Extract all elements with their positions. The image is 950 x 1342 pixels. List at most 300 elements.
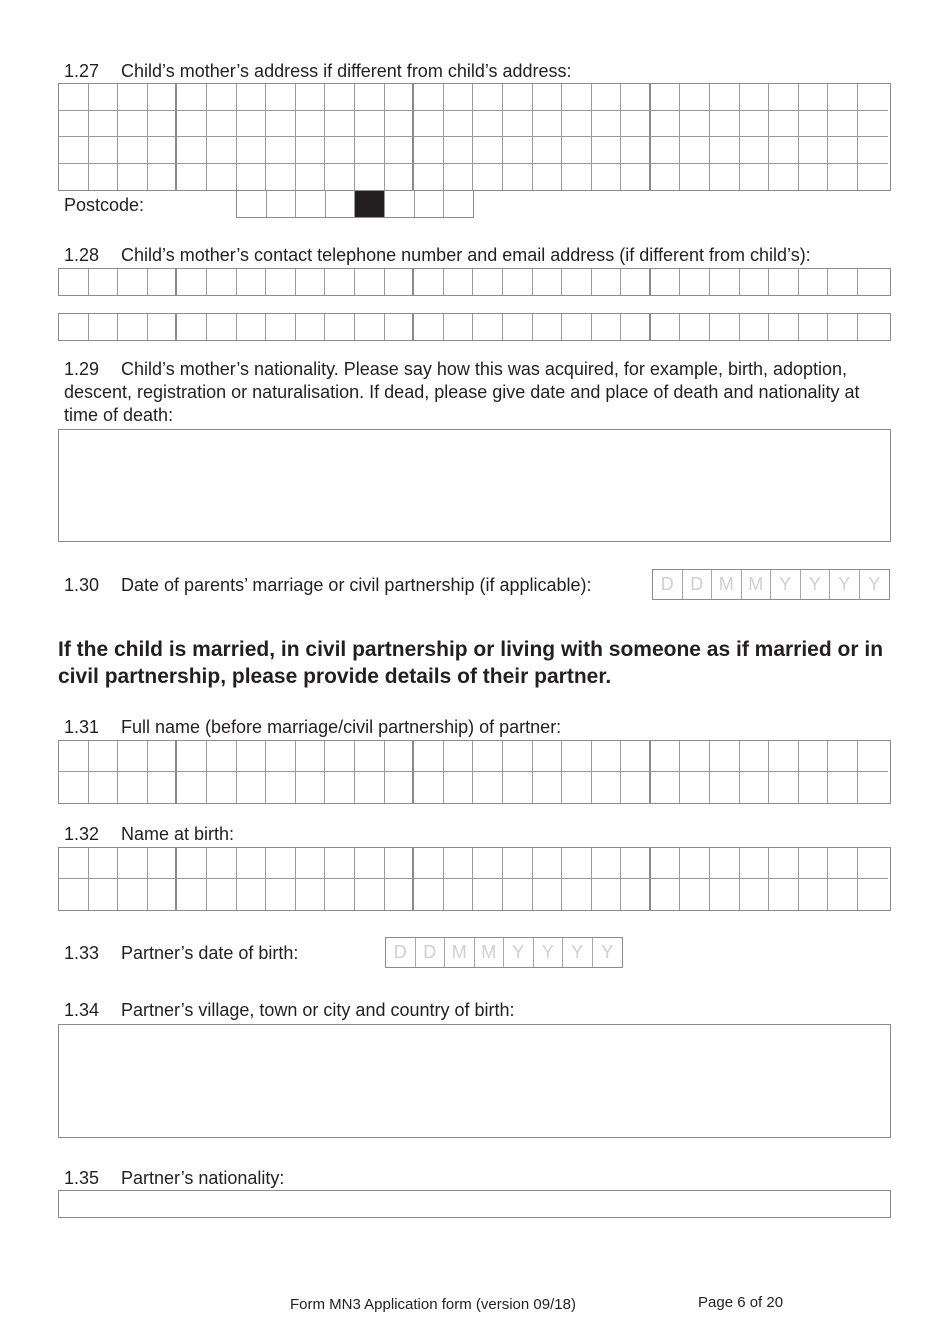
char-box[interactable] — [769, 111, 799, 138]
char-box[interactable] — [148, 848, 178, 879]
char-box[interactable] — [858, 772, 888, 803]
date-char-box[interactable]: Y — [601, 942, 614, 962]
char-box[interactable] — [177, 879, 207, 910]
char-box[interactable] — [385, 314, 415, 340]
char-box[interactable] — [296, 84, 326, 111]
char-box[interactable] — [207, 269, 237, 295]
char-box[interactable] — [621, 137, 651, 164]
mother-email-grid[interactable] — [58, 313, 891, 341]
char-box[interactable] — [473, 137, 503, 164]
char-box[interactable] — [828, 879, 858, 910]
partner-full-name-grid[interactable] — [58, 740, 891, 804]
char-box[interactable] — [444, 879, 474, 910]
char-box[interactable] — [473, 84, 503, 111]
char-box[interactable] — [621, 848, 651, 879]
char-box[interactable] — [177, 84, 207, 111]
char-box[interactable] — [89, 848, 119, 879]
char-box[interactable] — [414, 879, 444, 910]
char-box[interactable] — [266, 848, 296, 879]
date-char-box[interactable]: M — [445, 938, 475, 967]
mother-address-grid[interactable] — [58, 83, 891, 191]
char-box[interactable] — [59, 772, 89, 803]
char-box[interactable] — [503, 741, 533, 772]
char-box[interactable] — [680, 164, 710, 191]
char-box[interactable] — [592, 84, 622, 111]
char-box[interactable] — [177, 269, 207, 295]
char-box[interactable] — [473, 164, 503, 191]
char-box[interactable] — [355, 879, 385, 910]
char-box[interactable] — [237, 137, 267, 164]
char-box[interactable] — [325, 772, 355, 803]
char-box[interactable] — [415, 191, 445, 217]
char-box[interactable] — [296, 269, 326, 295]
char-box[interactable] — [592, 314, 622, 340]
char-box[interactable] — [296, 848, 326, 879]
char-box[interactable] — [325, 848, 355, 879]
char-box[interactable] — [769, 314, 799, 340]
char-box[interactable] — [148, 772, 178, 803]
char-box[interactable] — [207, 314, 237, 340]
char-box[interactable] — [266, 111, 296, 138]
char-box[interactable] — [385, 772, 415, 803]
char-box[interactable] — [503, 137, 533, 164]
char-box[interactable] — [414, 137, 444, 164]
char-box[interactable] — [740, 269, 770, 295]
char-box[interactable] — [325, 314, 355, 340]
char-box[interactable] — [858, 111, 888, 138]
char-box[interactable] — [828, 741, 858, 772]
char-box[interactable] — [562, 772, 592, 803]
char-box[interactable] — [296, 111, 326, 138]
char-box[interactable] — [59, 879, 89, 910]
char-box[interactable] — [296, 191, 326, 217]
date-char-box[interactable]: D — [416, 938, 446, 967]
date-char-box[interactable]: Y — [563, 938, 593, 967]
char-box[interactable] — [473, 772, 503, 803]
char-box[interactable] — [533, 84, 563, 111]
char-box[interactable] — [237, 879, 267, 910]
char-box[interactable] — [799, 741, 829, 772]
char-box[interactable] — [414, 164, 444, 191]
char-box[interactable] — [651, 848, 681, 879]
char-box[interactable] — [296, 164, 326, 191]
char-box[interactable] — [621, 84, 651, 111]
char-box[interactable] — [207, 84, 237, 111]
char-box[interactable] — [118, 164, 148, 191]
char-box[interactable] — [680, 879, 710, 910]
char-box[interactable] — [473, 879, 503, 910]
char-box[interactable] — [592, 879, 622, 910]
char-box[interactable] — [680, 269, 710, 295]
char-box[interactable] — [385, 741, 415, 772]
char-box[interactable] — [266, 164, 296, 191]
char-box[interactable] — [858, 741, 888, 772]
char-box[interactable] — [89, 111, 119, 138]
char-box[interactable] — [503, 111, 533, 138]
char-box[interactable] — [858, 84, 888, 111]
char-box[interactable] — [740, 772, 770, 803]
char-box[interactable] — [385, 269, 415, 295]
char-box[interactable] — [651, 772, 681, 803]
char-box[interactable] — [414, 772, 444, 803]
char-box[interactable] — [266, 772, 296, 803]
char-box[interactable] — [680, 772, 710, 803]
char-box[interactable] — [118, 879, 148, 910]
char-box[interactable] — [799, 879, 829, 910]
char-box[interactable] — [59, 741, 89, 772]
date-char-box[interactable]: Y — [771, 570, 801, 599]
date-char-box[interactable]: Y — [801, 570, 831, 599]
char-box[interactable] — [59, 269, 89, 295]
char-box[interactable] — [710, 879, 740, 910]
char-box[interactable] — [237, 741, 267, 772]
partner-nationality-box[interactable] — [58, 1190, 891, 1218]
char-box[interactable] — [148, 111, 178, 138]
char-box[interactable] — [503, 879, 533, 910]
char-box[interactable] — [237, 269, 267, 295]
char-box[interactable] — [237, 772, 267, 803]
char-box[interactable] — [828, 84, 858, 111]
char-box[interactable] — [858, 269, 888, 295]
char-box[interactable] — [444, 84, 474, 111]
char-box[interactable] — [148, 84, 178, 111]
char-box[interactable] — [355, 269, 385, 295]
char-box[interactable] — [858, 314, 888, 340]
char-box[interactable] — [651, 269, 681, 295]
char-box[interactable] — [177, 848, 207, 879]
char-box[interactable] — [385, 848, 415, 879]
char-box[interactable] — [858, 164, 888, 191]
char-box[interactable] — [59, 111, 89, 138]
char-box[interactable] — [621, 111, 651, 138]
date-char-box[interactable]: Y — [534, 938, 564, 967]
date-char-box[interactable]: D — [653, 570, 683, 599]
char-box[interactable] — [325, 879, 355, 910]
char-box[interactable] — [414, 314, 444, 340]
char-box[interactable] — [533, 741, 563, 772]
char-box[interactable] — [148, 741, 178, 772]
char-box[interactable] — [177, 772, 207, 803]
char-box[interactable] — [355, 137, 385, 164]
char-box[interactable] — [59, 164, 89, 191]
char-box[interactable] — [89, 772, 119, 803]
char-box[interactable] — [621, 772, 651, 803]
date-char-box[interactable]: M — [742, 570, 772, 599]
char-box[interactable] — [237, 191, 267, 217]
char-box[interactable] — [533, 772, 563, 803]
char-box[interactable] — [828, 111, 858, 138]
char-box[interactable] — [325, 269, 355, 295]
char-box[interactable] — [858, 137, 888, 164]
char-box[interactable] — [533, 879, 563, 910]
char-box[interactable] — [828, 772, 858, 803]
char-box[interactable] — [148, 314, 178, 340]
char-box[interactable] — [710, 84, 740, 111]
char-box[interactable] — [503, 269, 533, 295]
char-box[interactable] — [118, 111, 148, 138]
char-box[interactable] — [414, 269, 444, 295]
char-box[interactable] — [799, 164, 829, 191]
char-box[interactable] — [562, 314, 592, 340]
char-box[interactable] — [828, 164, 858, 191]
char-box[interactable] — [503, 772, 533, 803]
char-box[interactable] — [651, 84, 681, 111]
char-box[interactable] — [473, 741, 503, 772]
char-box[interactable] — [237, 848, 267, 879]
char-box[interactable] — [325, 84, 355, 111]
char-box[interactable] — [414, 848, 444, 879]
char-box[interactable] — [799, 269, 829, 295]
char-box[interactable] — [355, 111, 385, 138]
char-box[interactable] — [740, 879, 770, 910]
char-box[interactable] — [444, 137, 474, 164]
char-box[interactable] — [118, 741, 148, 772]
char-box[interactable] — [503, 314, 533, 340]
char-box[interactable] — [651, 111, 681, 138]
char-box[interactable] — [89, 741, 119, 772]
char-box[interactable] — [414, 111, 444, 138]
char-box[interactable] — [533, 137, 563, 164]
char-box[interactable] — [651, 879, 681, 910]
char-box[interactable] — [533, 111, 563, 138]
char-box[interactable] — [177, 314, 207, 340]
char-box[interactable] — [562, 848, 592, 879]
char-box[interactable] — [118, 314, 148, 340]
char-box[interactable] — [118, 269, 148, 295]
char-box[interactable] — [325, 164, 355, 191]
char-box[interactable] — [828, 269, 858, 295]
char-box[interactable] — [651, 137, 681, 164]
char-box[interactable] — [858, 879, 888, 910]
char-box[interactable] — [562, 879, 592, 910]
char-box[interactable] — [444, 111, 474, 138]
char-box[interactable] — [769, 741, 799, 772]
char-box[interactable] — [177, 741, 207, 772]
char-box[interactable] — [533, 269, 563, 295]
char-box[interactable] — [769, 848, 799, 879]
char-box[interactable] — [503, 84, 533, 111]
char-box[interactable] — [562, 111, 592, 138]
char-box[interactable] — [562, 164, 592, 191]
char-box[interactable] — [503, 848, 533, 879]
char-box[interactable] — [680, 111, 710, 138]
char-box[interactable] — [118, 137, 148, 164]
char-box[interactable] — [118, 848, 148, 879]
char-box[interactable] — [799, 111, 829, 138]
char-box[interactable] — [296, 741, 326, 772]
char-box[interactable] — [237, 84, 267, 111]
char-box[interactable] — [385, 111, 415, 138]
char-box[interactable] — [355, 84, 385, 111]
char-box[interactable] — [414, 84, 444, 111]
date-char-box[interactable]: Y — [830, 570, 860, 599]
char-box[interactable] — [680, 314, 710, 340]
char-box[interactable] — [444, 191, 474, 217]
char-box[interactable] — [828, 848, 858, 879]
char-box[interactable] — [473, 269, 503, 295]
char-box[interactable] — [592, 137, 622, 164]
char-box[interactable] — [473, 314, 503, 340]
char-box[interactable] — [148, 879, 178, 910]
char-box[interactable] — [444, 269, 474, 295]
char-box[interactable] — [59, 84, 89, 111]
char-box[interactable] — [207, 111, 237, 138]
char-box[interactable] — [177, 164, 207, 191]
char-box[interactable] — [355, 741, 385, 772]
char-box[interactable] — [592, 772, 622, 803]
char-box[interactable] — [621, 879, 651, 910]
partner-dob-field[interactable] — [385, 937, 623, 968]
date-char-box[interactable]: D — [386, 938, 416, 967]
char-box[interactable] — [89, 164, 119, 191]
char-box[interactable] — [325, 111, 355, 138]
char-box[interactable] — [207, 137, 237, 164]
char-box[interactable] — [385, 164, 415, 191]
char-box[interactable] — [651, 741, 681, 772]
char-box[interactable] — [207, 848, 237, 879]
marriage-date-field[interactable] — [652, 569, 890, 600]
char-box[interactable] — [355, 772, 385, 803]
char-box[interactable] — [177, 111, 207, 138]
char-box[interactable] — [828, 137, 858, 164]
char-box[interactable] — [592, 111, 622, 138]
char-box[interactable] — [118, 772, 148, 803]
char-box[interactable] — [59, 137, 89, 164]
char-box[interactable] — [680, 84, 710, 111]
char-box[interactable] — [267, 191, 297, 217]
char-box[interactable] — [237, 314, 267, 340]
char-box[interactable] — [621, 741, 651, 772]
char-box[interactable] — [385, 84, 415, 111]
char-box[interactable] — [621, 164, 651, 191]
char-box[interactable] — [444, 314, 474, 340]
char-box[interactable] — [444, 848, 474, 879]
char-box[interactable] — [710, 164, 740, 191]
char-box[interactable] — [592, 164, 622, 191]
char-box[interactable] — [296, 772, 326, 803]
char-box[interactable] — [710, 741, 740, 772]
char-box[interactable] — [266, 269, 296, 295]
char-box[interactable] — [89, 137, 119, 164]
char-box[interactable] — [740, 164, 770, 191]
char-box[interactable] — [414, 741, 444, 772]
char-box[interactable] — [710, 314, 740, 340]
char-box[interactable] — [296, 314, 326, 340]
char-box[interactable] — [799, 314, 829, 340]
char-box[interactable] — [177, 137, 207, 164]
char-box[interactable] — [651, 164, 681, 191]
char-box[interactable] — [473, 848, 503, 879]
char-box[interactable] — [740, 314, 770, 340]
partner-birthplace-box[interactable] — [58, 1024, 891, 1138]
char-box[interactable] — [710, 111, 740, 138]
char-box[interactable] — [59, 848, 89, 879]
partner-birth-name-grid[interactable] — [58, 847, 891, 911]
char-box[interactable] — [740, 741, 770, 772]
char-box[interactable] — [473, 111, 503, 138]
char-box[interactable] — [444, 164, 474, 191]
char-box[interactable] — [89, 269, 119, 295]
char-box[interactable] — [148, 269, 178, 295]
char-box[interactable] — [769, 772, 799, 803]
char-box[interactable] — [385, 137, 415, 164]
date-char-box[interactable]: M — [475, 938, 505, 967]
char-box[interactable] — [385, 879, 415, 910]
char-box[interactable] — [710, 848, 740, 879]
char-box[interactable] — [266, 741, 296, 772]
char-box[interactable] — [89, 879, 119, 910]
char-box[interactable] — [680, 741, 710, 772]
char-box[interactable] — [740, 137, 770, 164]
char-box[interactable] — [89, 314, 119, 340]
char-box[interactable] — [266, 84, 296, 111]
char-box[interactable] — [385, 191, 415, 217]
postcode-grid[interactable] — [236, 190, 474, 218]
char-box[interactable] — [237, 164, 267, 191]
char-box[interactable] — [769, 879, 799, 910]
char-box[interactable] — [444, 741, 474, 772]
char-box[interactable] — [326, 191, 356, 217]
char-box[interactable] — [740, 84, 770, 111]
char-box[interactable] — [769, 137, 799, 164]
char-box[interactable] — [325, 741, 355, 772]
char-box[interactable] — [621, 269, 651, 295]
char-box[interactable] — [710, 269, 740, 295]
char-box[interactable] — [207, 772, 237, 803]
char-box[interactable] — [621, 314, 651, 340]
char-box[interactable] — [207, 164, 237, 191]
char-box[interactable] — [562, 84, 592, 111]
char-box[interactable] — [740, 111, 770, 138]
char-box[interactable] — [533, 314, 563, 340]
char-box[interactable] — [680, 848, 710, 879]
char-box[interactable] — [828, 314, 858, 340]
char-box[interactable] — [148, 164, 178, 191]
date-char-box[interactable]: Y — [868, 574, 881, 594]
char-box[interactable] — [562, 137, 592, 164]
char-box[interactable] — [769, 269, 799, 295]
char-box[interactable] — [533, 848, 563, 879]
char-box[interactable] — [266, 137, 296, 164]
char-box[interactable] — [592, 848, 622, 879]
char-box[interactable] — [592, 269, 622, 295]
char-box[interactable] — [296, 879, 326, 910]
char-box[interactable] — [799, 84, 829, 111]
char-box[interactable] — [799, 137, 829, 164]
char-box[interactable] — [533, 164, 563, 191]
char-box[interactable] — [237, 111, 267, 138]
char-box[interactable] — [266, 314, 296, 340]
char-box[interactable] — [562, 741, 592, 772]
char-box[interactable] — [710, 137, 740, 164]
date-char-box[interactable]: Y — [504, 938, 534, 967]
char-box[interactable] — [355, 164, 385, 191]
char-box[interactable] — [296, 137, 326, 164]
char-box[interactable] — [325, 137, 355, 164]
char-box[interactable] — [858, 848, 888, 879]
char-box[interactable] — [207, 879, 237, 910]
char-box[interactable] — [148, 137, 178, 164]
char-box[interactable] — [680, 137, 710, 164]
mother-phone-grid[interactable] — [58, 268, 891, 296]
date-char-box[interactable]: M — [712, 570, 742, 599]
mother-nationality-box[interactable] — [58, 429, 891, 542]
char-box[interactable] — [503, 164, 533, 191]
char-box[interactable] — [651, 314, 681, 340]
char-box[interactable] — [710, 772, 740, 803]
char-box[interactable] — [562, 269, 592, 295]
char-box[interactable] — [118, 84, 148, 111]
